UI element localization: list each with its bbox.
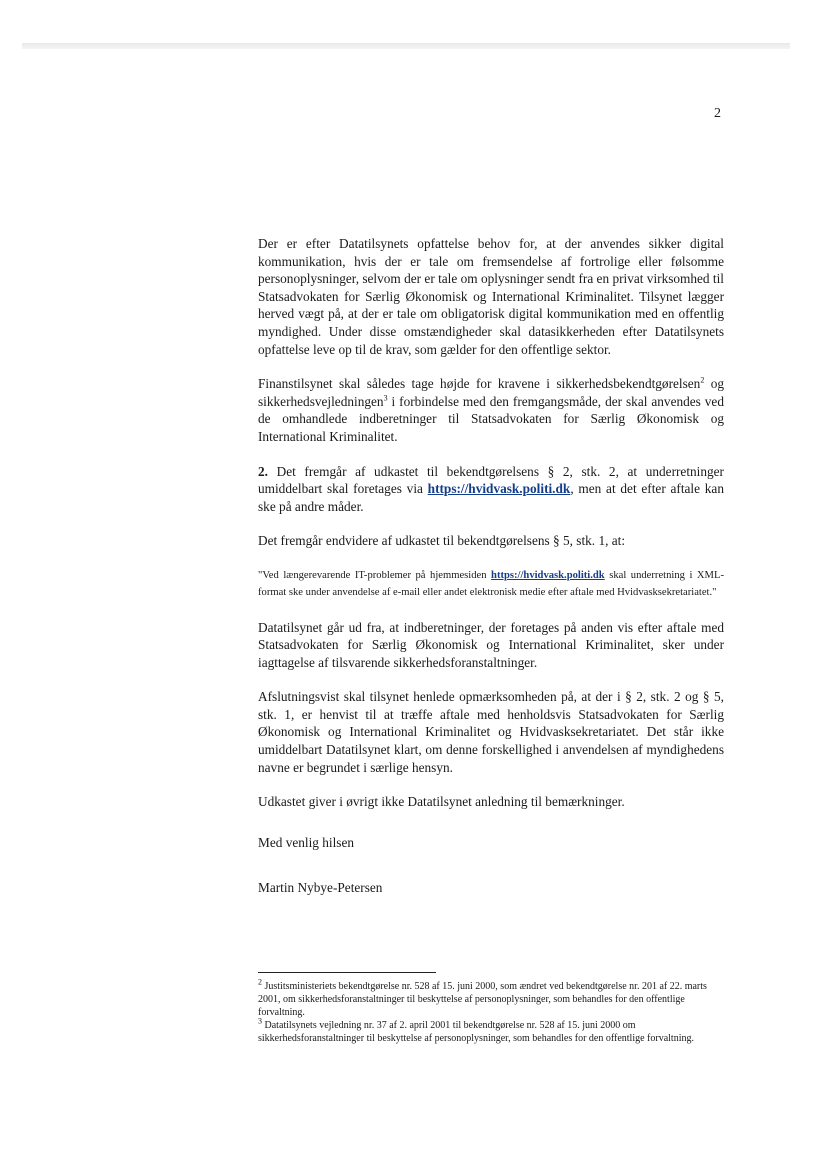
quotation <box>258 567 724 602</box>
hvidvask-link[interactable]: https://hvidvask.politi.dk <box>427 481 571 497</box>
paragraph-text: i forbindelse med den fremgangsmåde, der skal anvendes ved de omhandlede indberetninger til Statsadvokaten for Særlig Økonomisk og International Kriminalitet. <box>258 393 724 444</box>
paragraph-text: Finanstilsynet skal således tage højde for kravene i sikkerhedsbekendtgørelsen <box>258 376 701 392</box>
paragraph-text: , men at det efter aftale kan ske på andre måder. <box>258 481 724 514</box>
footnote-ref-3[interactable]: 3 <box>383 393 388 403</box>
quote-text: skal underretning i XML-format ske under anvendelse af e-mail eller andet elektronisk medie efter aftale med Hvidvasksekretariatet." <box>258 569 724 599</box>
footnote-text: Justitsministeriets bekendtgørelse nr. 528 af 15. juni 2000, som ændret ved bekendtgørelse nr. 201 af 22. marts 2001, om sikkerhedsforanstaltninger til beskyttelse af personoplysninger, som behandles for den offentlige forvaltning. <box>258 981 707 1018</box>
closing-greeting: Med venlig hilsen <box>258 834 355 850</box>
footnote-ref-2[interactable]: 2 <box>700 375 705 385</box>
paragraph-conclusion: Afslutningsvist skal tilsynet henlede opmærksomheden på, at der i § 2, stk. 2 og § 5, stk. 1, er henvist til at træffe aftale med henholdsvis Statsadvokaten for Særlig Økonomisk og International Kriminalitet og Hvidvasksekretariatet. Det står ikke umiddelbart Datatilsynet klart, om denne forskellighed i anvendelsen af myndighedens navne er begrundet i særlige hensyn. <box>258 689 724 775</box>
scan-edge-artifact <box>22 43 790 49</box>
footnote-3 <box>258 1016 724 1045</box>
paragraph-section-2 <box>258 463 724 516</box>
footnote-2 <box>258 977 724 1019</box>
letter-body <box>258 235 724 914</box>
paragraph-text: Det fremgår af udkastet til bekendtgørelsens § 2, stk. 2, at underretninger umiddelbart skal foretages via <box>258 463 724 497</box>
paragraph-finanstilsynet <box>258 375 724 445</box>
paragraph-text: og sikkerhedsvejledningen <box>258 376 724 409</box>
quote-hvidvask-link[interactable]: https://hvidvask.politi.dk <box>491 569 605 581</box>
footnote-mark: 3 <box>258 1016 262 1026</box>
footnote-divider <box>258 972 436 973</box>
paragraph-other-agreements: Datatilsynet går ud fra, at indberetninger, der foretages på anden vis efter aftale med Statsadvokaten for Særlig Økonomisk og International Kriminalitet, sker under iagttagelse af tilsvarende sikkerhedsforanstaltninger. <box>258 619 724 670</box>
paragraph-section-5: Det fremgår endvidere af udkastet til bekendtgørelsens § 5, stk. 1, at: <box>258 533 626 549</box>
paragraph-no-remarks: Udkastet giver i øvrigt ikke Datatilsynet anledning til bemærkninger. <box>258 794 625 810</box>
footnote-text: Datatilsynets vejledning nr. 37 af 2. april 2001 til bekendtgørelse nr. 528 af 15. juni 2000 om sikkerhedsforanstaltninger til beskyttelse af personoplysninger, som behandles for den offentlige forvaltning. <box>258 1020 694 1044</box>
quote-text: "Ved længerevarende IT-problemer på hjemmesiden <box>258 569 492 581</box>
page-number: 2 <box>714 106 721 121</box>
footnotes <box>258 977 724 1045</box>
signature-name: Martin Nybye-Petersen <box>258 880 383 896</box>
footnote-mark: 2 <box>258 977 262 987</box>
section-number: 2. <box>258 463 268 479</box>
paragraph-digital-communication: Der er efter Datatilsynets opfattelse behov for, at der anvendes sikker digital kommunikation, hvis der er tale om fremsendelse af fortrolige eller følsomme personoplysninger, selvom der er tale om oplysninger sendt fra en privat virksomhed til Statsadvokaten for Særlig Økonomisk og International Kriminalitet. Tilsynet lægger herved vægt på, at der er tale om obligatorisk digital kommunikation med en offentlig myndighed. Under disse omstændigheder skal datasikkerheden efter Datatilsynets opfattelse leve op til de krav, som gælder for den offentlige sektor. <box>258 236 724 357</box>
